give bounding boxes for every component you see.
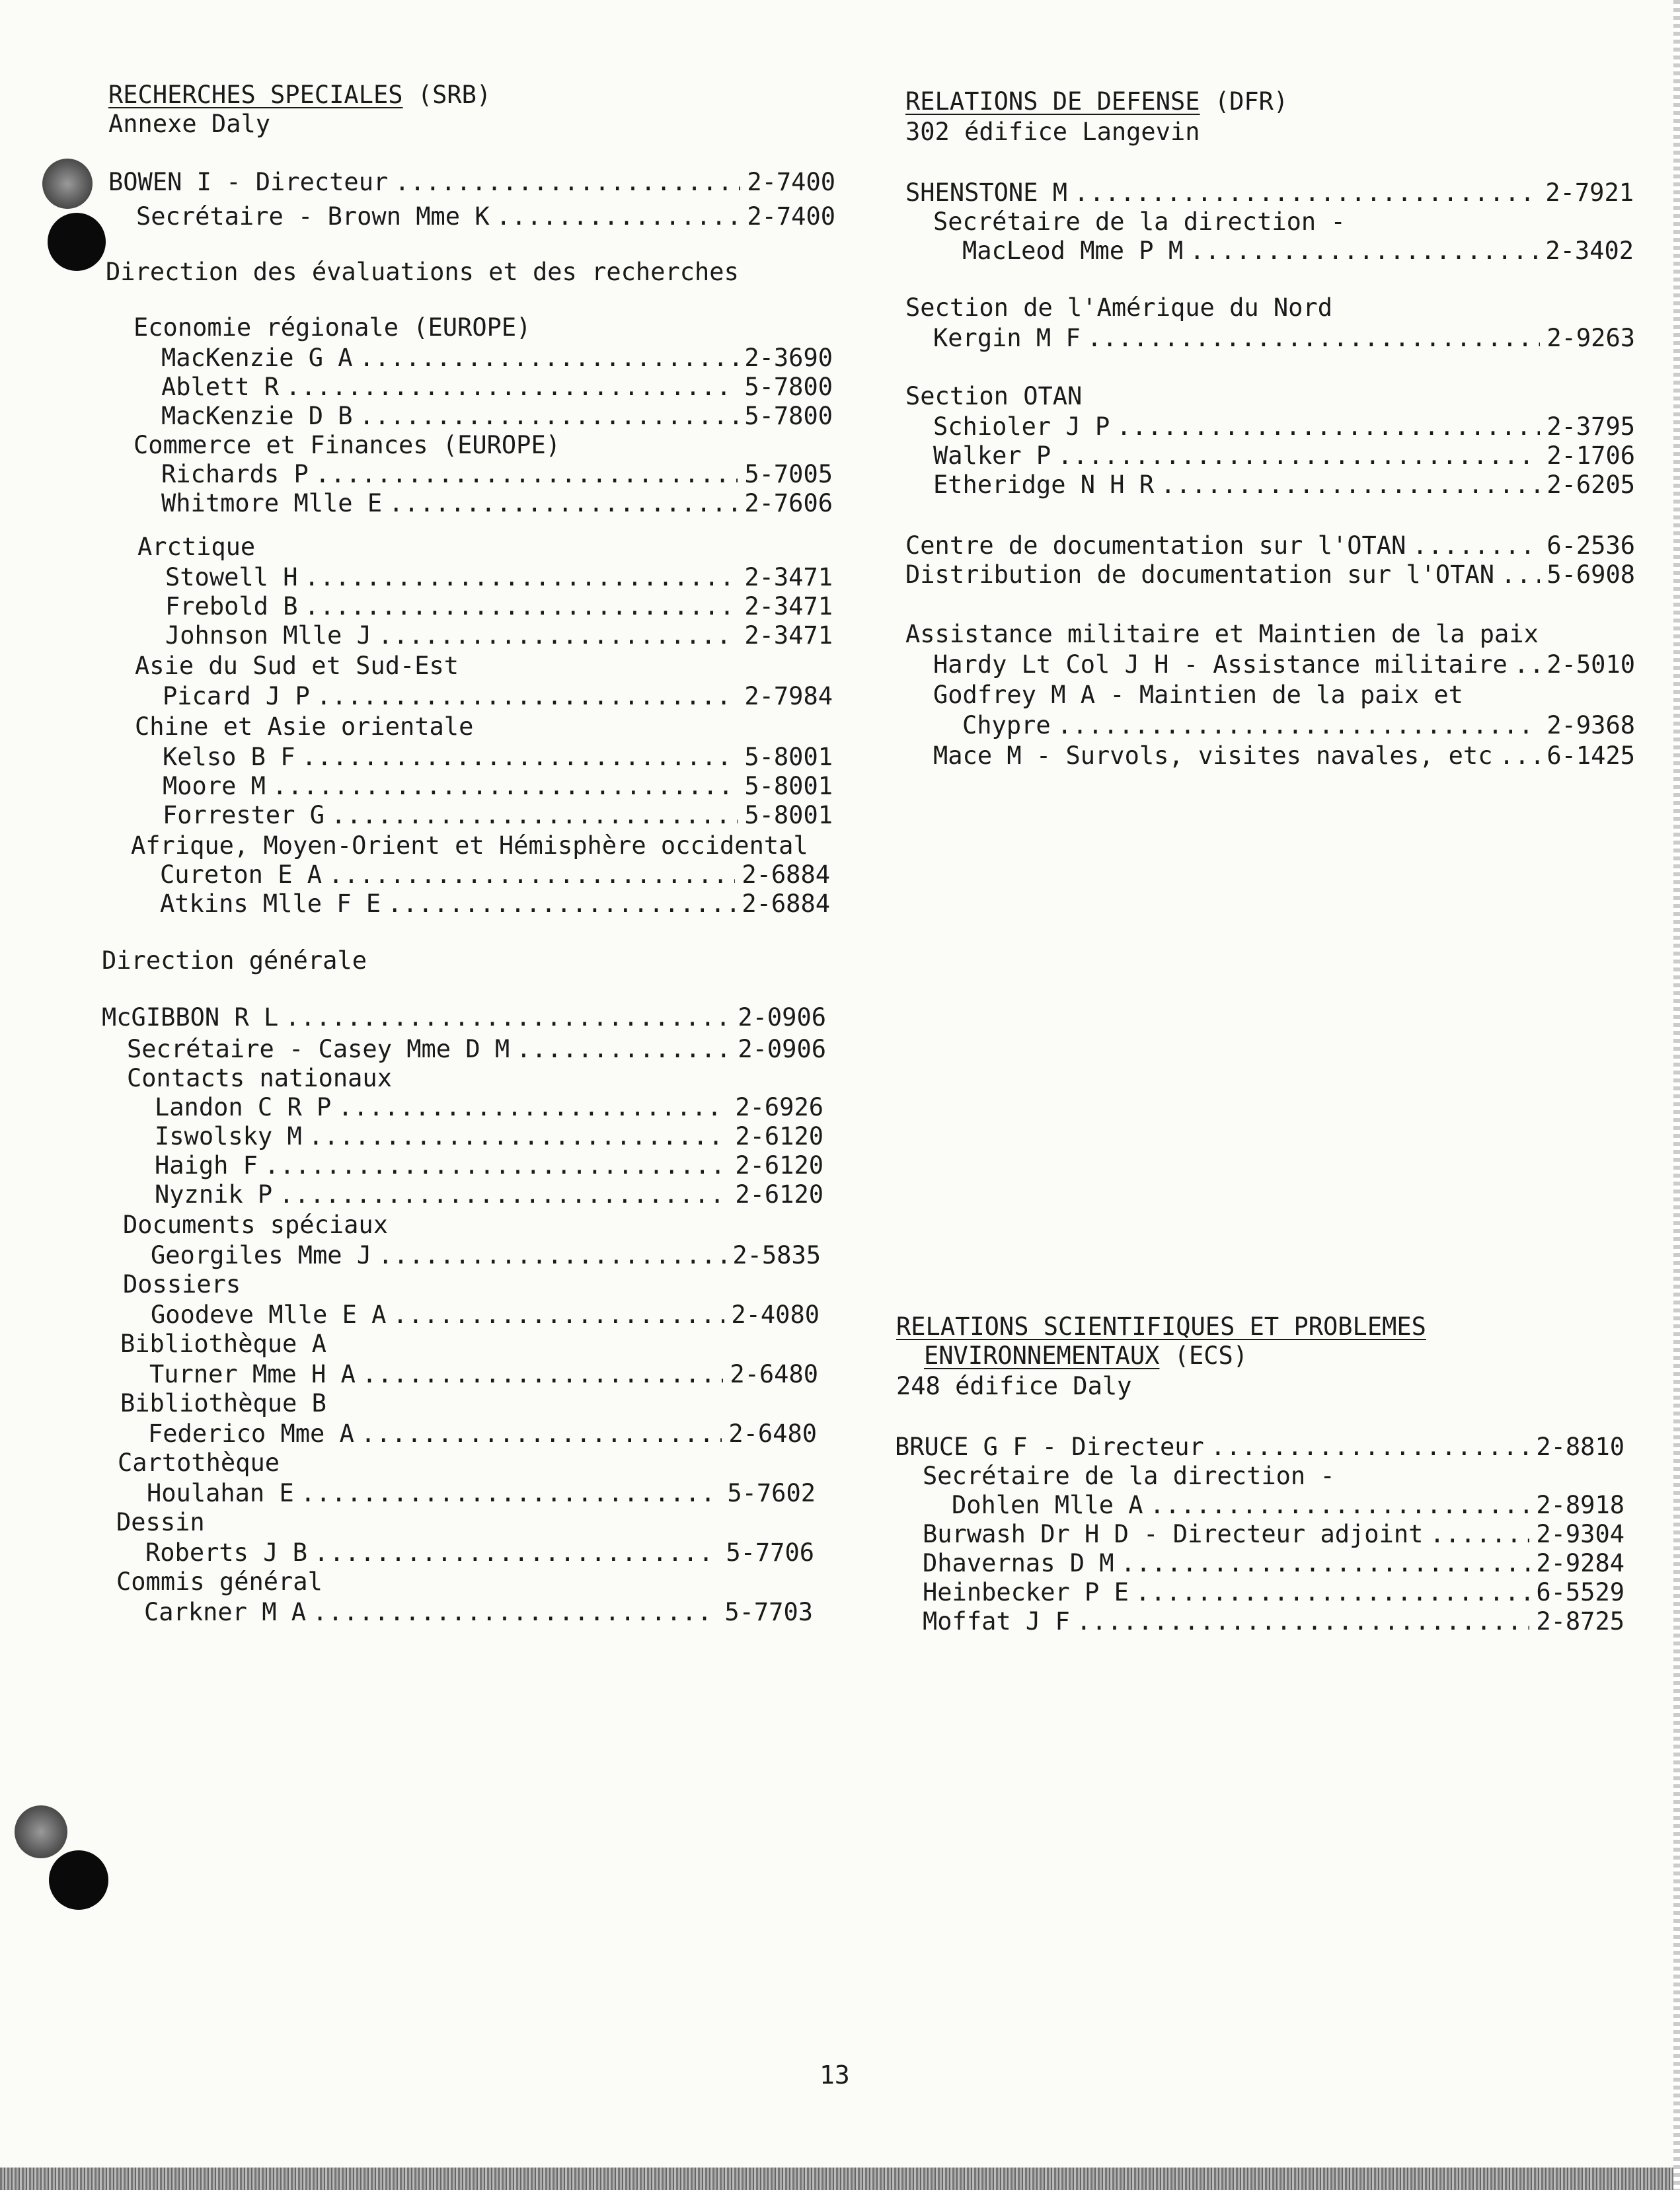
group-label: Arctique	[137, 533, 256, 561]
directory-entry: SHENSTONE M ..... 2-7921	[905, 178, 1634, 208]
ecs-heading-1: RELATIONS SCIENTIFIQUES ET PROBLEMES	[896, 1312, 1426, 1341]
dg-title: Direction générale	[102, 946, 367, 975]
directory-entry: Carkner M A ..... 5-7703	[144, 1598, 813, 1627]
directory-entry: Kelso B F ..... 5-8001	[163, 743, 833, 772]
punch-hole-top-grey	[42, 159, 93, 209]
group-label: Bibliothèque B	[120, 1389, 326, 1417]
directory-entry: Secrétaire - Casey Mme D M ..... 2-0906	[127, 1035, 826, 1064]
group-label: Secrétaire de la direction -	[933, 208, 1346, 236]
directory-entry: Goodeve Mlle E A ..... 2-4080	[151, 1301, 820, 1330]
directory-entry: Haigh F ..... 2-6120	[155, 1151, 823, 1180]
dfr-code: (DFR)	[1214, 87, 1289, 116]
directory-entry: MacLeod Mme P M ..... 2-3402	[962, 237, 1634, 266]
punch-hole-bottom-grey	[15, 1805, 67, 1858]
group-label: Commis général	[116, 1567, 323, 1596]
punch-hole-bottom	[49, 1850, 108, 1910]
directory-entry: Houlahan E ..... 5-7602	[147, 1479, 816, 1508]
punch-hole-top	[48, 213, 106, 271]
srb-code: (SRB)	[417, 81, 492, 109]
directory-entry: Landon C R P ..... 2-6926	[155, 1093, 823, 1122]
directory-entry: Moffat J F ..... 2-8725	[923, 1607, 1624, 1636]
directory-entry: Georgiles Mme J ..... 2-5835	[151, 1241, 821, 1270]
group-label: Economie régionale (EUROPE)	[134, 313, 531, 342]
right-column	[859, 0, 1680, 1652]
dfr-address: 302 édifice Langevin	[905, 118, 1200, 146]
directory-entry: Moore M ..... 5-8001	[163, 772, 833, 801]
directory-entry: MacKenzie G A ..... 2-3690	[161, 344, 833, 373]
directory-entry: Roberts J B ..... 5-7706	[145, 1538, 814, 1567]
scan-edge-bottom	[0, 2168, 1680, 2190]
directory-entry: Stowell H ..... 2-3471	[165, 563, 833, 592]
directory-entry: Forrester G ..... 5-8001	[163, 801, 833, 830]
left-column	[0, 0, 859, 1652]
direction-title: Direction des évaluations et des recherches	[106, 258, 739, 286]
directory-entry: Atkins Mlle F E ..... 2-6884	[160, 889, 830, 919]
directory-entry: Burwash Dr H D - Directeur adjoint ..... 2-9304	[923, 1520, 1624, 1549]
directory-entry: Federico Mme A ..... 2-6480	[148, 1419, 817, 1449]
directory-entry: Mace M - Survols, visites navales, etc ..... 6-1425	[933, 741, 1635, 771]
directory-entry: Cureton E A ..... 2-6884	[160, 860, 830, 889]
scan-edge-right	[1673, 0, 1680, 2190]
directory-entry: BOWEN I - Directeur ..... 2-7400	[108, 168, 835, 197]
directory-entry: Walker P ..... 2-1706	[933, 441, 1635, 471]
group-label: Section de l'Amérique du Nord	[905, 293, 1333, 322]
group-label: Cartothèque	[118, 1449, 280, 1477]
directory-entry: Schioler J P ..... 2-3795	[933, 412, 1635, 441]
srb-heading: RECHERCHES SPECIALES	[108, 81, 403, 109]
ecs-code: (ECS)	[1174, 1341, 1248, 1370]
directory-entry: Turner Mme H A ..... 2-6480	[149, 1360, 818, 1389]
directory-entry: Secrétaire - Brown Mme K ..... 2-7400	[136, 202, 835, 231]
group-label: Assistance militaire et Maintien de la paix	[905, 620, 1539, 648]
group-label: Bibliothèque A	[120, 1330, 326, 1358]
directory-entry: Etheridge N H R ..... 2-6205	[933, 471, 1635, 500]
group-label: Contacts nationaux	[127, 1064, 392, 1092]
group-label: Section OTAN	[905, 382, 1083, 410]
group-label: Dessin	[116, 1508, 205, 1536]
directory-entry: Kergin M F ..... 2-9263	[933, 324, 1635, 353]
directory-entry: Nyznik P ..... 2-6120	[155, 1180, 823, 1209]
directory-entry: Dhavernas D M ..... 2-9284	[923, 1549, 1624, 1578]
group-label: Secrétaire de la direction -	[923, 1462, 1335, 1490]
dfr-title	[905, 87, 1288, 116]
directory-entry: Johnson Mlle J ..... 2-3471	[165, 621, 833, 650]
directory-entry: Distribution de documentation sur l'OTAN ..... 5-6908	[905, 560, 1635, 589]
directory-entry: Picard J P ..... 2-7984	[163, 682, 833, 711]
directory-entry: Chypre ..... 2-9368	[962, 711, 1635, 740]
group-label: Commerce et Finances (EUROPE)	[134, 431, 561, 459]
directory-entry: Ablett R ..... 5-7800	[161, 373, 833, 402]
page-number: 13	[820, 2060, 850, 2090]
group-label: Asie du Sud et Sud-Est	[135, 652, 459, 680]
directory-entry: BRUCE G F - Directeur ..... 2-8810	[895, 1433, 1624, 1462]
directory-entry: Whitmore Mlle E ..... 2-7606	[161, 489, 833, 518]
directory-entry: Frebold B ..... 2-3471	[165, 592, 833, 621]
directory-entry: Centre de documentation sur l'OTAN ..... 6-2536	[905, 531, 1635, 560]
group-label: Chine et Asie orientale	[135, 712, 474, 741]
directory-entry: Heinbecker P E ..... 6-5529	[923, 1578, 1624, 1607]
directory-entry: MacKenzie D B ..... 5-7800	[161, 402, 833, 431]
ecs-heading-2: ENVIRONNEMENTAUX	[924, 1341, 1160, 1370]
directory-entry: Iswolsky M ..... 2-6120	[155, 1122, 823, 1151]
directory-entry: Dohlen Mlle A ..... 2-8918	[952, 1491, 1624, 1520]
srb-address: Annexe Daly	[108, 110, 271, 138]
dfr-heading: RELATIONS DE DEFENSE	[905, 87, 1200, 116]
directory-entry: McGIBBON R L ..... 2-0906	[102, 1003, 826, 1032]
group-label: Dossiers	[123, 1270, 241, 1299]
group-label: Afrique, Moyen-Orient et Hémisphère occidental	[131, 831, 808, 860]
directory-entry: Hardy Lt Col J H - Assistance militaire ..... 2-5010	[933, 650, 1635, 679]
directory-entry: Richards P ..... 5-7005	[161, 460, 833, 489]
srb-title	[108, 81, 491, 110]
group-label: Godfrey M A - Maintien de la paix et	[933, 681, 1463, 709]
ecs-address: 248 édifice Daly	[896, 1372, 1132, 1400]
ecs-title-2	[924, 1341, 1248, 1371]
group-label: Documents spéciaux	[123, 1211, 388, 1239]
